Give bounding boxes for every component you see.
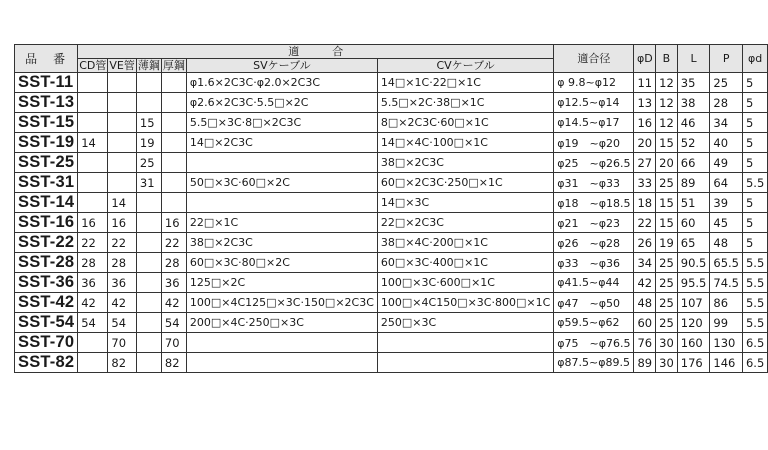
sv-cable-cell: φ2.6×2C3C·5.5□×2C: [186, 93, 377, 113]
P-cell: 146: [710, 353, 743, 373]
part-number-cell: SST-22: [15, 233, 78, 253]
fit-diameter-cell: φ31 ~φ33: [554, 173, 634, 193]
sv-cable-cell: 125□×2C: [186, 273, 377, 293]
header-sv-cable: SVケーブル: [186, 59, 377, 73]
phi-d-cell: 6.5: [742, 333, 767, 353]
table-row: [15, 173, 768, 193]
table-row: [15, 93, 768, 113]
thin-steel-cell: 25: [136, 153, 161, 173]
sv-cable-cell: 5.5□×3C·8□×2C3C: [186, 113, 377, 133]
sv-cable-cell: 60□×3C·80□×2C: [186, 253, 377, 273]
header-L: L: [677, 45, 710, 73]
L-cell: 176: [677, 353, 710, 373]
header-fit-diameter: 適合径: [554, 45, 634, 73]
phi-d-cell: 5: [742, 233, 767, 253]
B-cell: 25: [656, 253, 678, 273]
table-row: [15, 133, 768, 153]
thin-steel-cell: [136, 233, 161, 253]
B-cell: 12: [656, 113, 678, 133]
cv-cable-cell: 100□×4C150□×3C·800□×1C: [377, 293, 553, 313]
thin-steel-cell: [136, 213, 161, 233]
part-number-cell: SST-82: [15, 353, 78, 373]
phi-d-cell: 5: [742, 113, 767, 133]
thick-steel-cell: [161, 153, 186, 173]
phi-d-cell: 5: [742, 133, 767, 153]
phi-d-cell: 5.5: [742, 173, 767, 193]
thick-steel-cell: 54: [161, 313, 186, 333]
part-number-cell: SST-36: [15, 273, 78, 293]
thick-steel-cell: 42: [161, 293, 186, 313]
phi-d-cell: 5.5: [742, 293, 767, 313]
cv-cable-cell: 14□×3C: [377, 193, 553, 213]
P-cell: 40: [710, 133, 743, 153]
P-cell: 64: [710, 173, 743, 193]
L-cell: 51: [677, 193, 710, 213]
fit-diameter-cell: φ33 ~φ36: [554, 253, 634, 273]
thick-steel-cell: 28: [161, 253, 186, 273]
P-cell: 49: [710, 153, 743, 173]
ve-pipe-cell: 82: [108, 353, 136, 373]
sv-cable-cell: 22□×1C: [186, 213, 377, 233]
header-fit-group: 適 合: [78, 45, 554, 59]
B-cell: 15: [656, 213, 678, 233]
thin-steel-cell: [136, 313, 161, 333]
header-phi-d: φd: [742, 45, 767, 73]
thin-steel-cell: [136, 273, 161, 293]
cv-cable-cell: 5.5□×2C·38□×1C: [377, 93, 553, 113]
part-number-cell: SST-14: [15, 193, 78, 213]
header-cd-pipe: CD管: [79, 58, 107, 72]
fit-diameter-cell: φ87.5~φ89.5: [554, 353, 634, 373]
B-cell: 12: [656, 93, 678, 113]
ve-pipe-cell: 70: [108, 333, 136, 353]
cd-pipe-cell: 28: [78, 253, 108, 273]
B-cell: 30: [656, 333, 678, 353]
part-number-cell: SST-16: [15, 213, 78, 233]
P-cell: 74.5: [710, 273, 743, 293]
sv-cable-cell: [186, 153, 377, 173]
L-cell: 95.5: [677, 273, 710, 293]
phi-D-cell: 27: [634, 153, 656, 173]
L-cell: 66: [677, 153, 710, 173]
cd-pipe-cell: 36: [78, 273, 108, 293]
B-cell: 25: [656, 293, 678, 313]
ve-pipe-cell: [108, 133, 136, 153]
thin-steel-cell: 31: [136, 173, 161, 193]
part-number-cell: SST-54: [15, 313, 78, 333]
L-cell: 90.5: [677, 253, 710, 273]
thick-steel-cell: [161, 93, 186, 113]
ve-pipe-cell: [108, 73, 136, 93]
sv-cable-cell: 100□×4C125□×3C·150□×2C3C: [186, 293, 377, 313]
phi-d-cell: 5.5: [742, 313, 767, 333]
thick-steel-cell: 16: [161, 213, 186, 233]
cv-cable-cell: 14□×4C·100□×1C: [377, 133, 553, 153]
spec-table: [14, 44, 768, 373]
table-row: [15, 213, 768, 233]
thick-steel-cell: [161, 173, 186, 193]
cv-cable-cell: 38□×4C·200□×1C: [377, 233, 553, 253]
cd-pipe-cell: [78, 93, 108, 113]
B-cell: 15: [656, 193, 678, 213]
L-cell: 38: [677, 93, 710, 113]
P-cell: 28: [710, 93, 743, 113]
sv-cable-cell: φ1.6×2C3C·φ2.0×2C3C: [186, 73, 377, 93]
header-phi-D: φD: [634, 45, 656, 73]
fit-diameter-cell: φ12.5~φ14: [554, 93, 634, 113]
cv-cable-cell: 60□×2C3C·250□×1C: [377, 173, 553, 193]
P-cell: 65.5: [710, 253, 743, 273]
phi-d-cell: 5: [742, 73, 767, 93]
phi-D-cell: 42: [634, 273, 656, 293]
thick-steel-cell: [161, 113, 186, 133]
cd-pipe-cell: 42: [78, 293, 108, 313]
ve-pipe-cell: 54: [108, 313, 136, 333]
fit-diameter-cell: φ14.5~φ17: [554, 113, 634, 133]
cd-pipe-cell: 22: [78, 233, 108, 253]
ve-pipe-cell: [108, 113, 136, 133]
ve-pipe-cell: 14: [108, 193, 136, 213]
phi-D-cell: 76: [634, 333, 656, 353]
thin-steel-cell: [136, 193, 161, 213]
phi-D-cell: 60: [634, 313, 656, 333]
thick-steel-cell: 70: [161, 333, 186, 353]
phi-D-cell: 26: [634, 233, 656, 253]
L-cell: 89: [677, 173, 710, 193]
table-row: [15, 113, 768, 133]
phi-d-cell: 5: [742, 213, 767, 233]
phi-D-cell: 48: [634, 293, 656, 313]
L-cell: 107: [677, 293, 710, 313]
header-cv-cable: CVケーブル: [377, 59, 553, 73]
ve-pipe-cell: 28: [108, 253, 136, 273]
header-thick-steel: 厚鋼: [162, 58, 185, 72]
thin-steel-cell: [136, 73, 161, 93]
L-cell: 52: [677, 133, 710, 153]
part-number-cell: SST-19: [15, 133, 78, 153]
ve-pipe-cell: [108, 93, 136, 113]
cd-pipe-cell: 14: [78, 133, 108, 153]
fit-diameter-cell: φ18 ~φ18.5: [554, 193, 634, 213]
table-row: [15, 333, 768, 353]
part-number-cell: SST-70: [15, 333, 78, 353]
table-row: [15, 153, 768, 173]
phi-D-cell: 89: [634, 353, 656, 373]
header-part-number: 品 番: [15, 45, 78, 73]
fit-diameter-cell: φ47 ~φ50: [554, 293, 634, 313]
phi-d-cell: 5.5: [742, 273, 767, 293]
header-P: P: [710, 45, 743, 73]
table-row: [15, 353, 768, 373]
cv-cable-cell: 250□×3C: [377, 313, 553, 333]
L-cell: 160: [677, 333, 710, 353]
fit-diameter-cell: φ26 ~φ28: [554, 233, 634, 253]
ve-pipe-cell: 36: [108, 273, 136, 293]
fit-diameter-cell: φ 9.8~φ12: [554, 73, 634, 93]
thick-steel-cell: [161, 193, 186, 213]
sv-cable-cell: 200□×4C·250□×3C: [186, 313, 377, 333]
phi-d-cell: 5: [742, 193, 767, 213]
cv-cable-cell: [377, 333, 553, 353]
cv-cable-cell: 38□×2C3C: [377, 153, 553, 173]
cd-pipe-cell: [78, 73, 108, 93]
fit-diameter-cell: φ59.5~φ62: [554, 313, 634, 333]
phi-D-cell: 34: [634, 253, 656, 273]
part-number-cell: SST-15: [15, 113, 78, 133]
cv-cable-cell: 14□×1C·22□×1C: [377, 73, 553, 93]
fit-diameter-cell: φ21 ~φ23: [554, 213, 634, 233]
thin-steel-cell: [136, 333, 161, 353]
part-number-cell: SST-11: [15, 73, 78, 93]
cd-pipe-cell: [78, 353, 108, 373]
part-number-cell: SST-28: [15, 253, 78, 273]
cv-cable-cell: 8□×2C3C·60□×1C: [377, 113, 553, 133]
thin-steel-cell: [136, 93, 161, 113]
L-cell: 65: [677, 233, 710, 253]
thin-steel-cell: [136, 293, 161, 313]
table-row: [15, 293, 768, 313]
thick-steel-cell: 82: [161, 353, 186, 373]
ve-pipe-cell: 16: [108, 213, 136, 233]
sv-cable-cell: 14□×2C3C: [186, 133, 377, 153]
header-thin-steel: 薄鋼: [137, 58, 160, 72]
B-cell: 20: [656, 153, 678, 173]
fit-diameter-cell: φ75 ~φ76.5: [554, 333, 634, 353]
phi-D-cell: 11: [634, 73, 656, 93]
fit-diameter-cell: φ19 ~φ20: [554, 133, 634, 153]
part-number-cell: SST-25: [15, 153, 78, 173]
B-cell: 25: [656, 173, 678, 193]
thick-steel-cell: [161, 73, 186, 93]
L-cell: 46: [677, 113, 710, 133]
phi-d-cell: 6.5: [742, 353, 767, 373]
header-ve-pipe: VE管: [109, 58, 135, 72]
table-row: [15, 233, 768, 253]
part-number-cell: SST-31: [15, 173, 78, 193]
table-row: [15, 193, 768, 213]
phi-D-cell: 33: [634, 173, 656, 193]
L-cell: 60: [677, 213, 710, 233]
B-cell: 19: [656, 233, 678, 253]
thick-steel-cell: [161, 133, 186, 153]
spec-table-container: [14, 44, 768, 373]
cd-pipe-cell: [78, 173, 108, 193]
phi-D-cell: 22: [634, 213, 656, 233]
thin-steel-cell: [136, 253, 161, 273]
ve-pipe-cell: [108, 173, 136, 193]
cv-cable-cell: 60□×3C·400□×1C: [377, 253, 553, 273]
B-cell: 25: [656, 313, 678, 333]
ve-pipe-cell: 42: [108, 293, 136, 313]
sv-cable-cell: [186, 353, 377, 373]
table-row: [15, 313, 768, 333]
cv-cable-cell: [377, 353, 553, 373]
header-B: B: [656, 45, 678, 73]
phi-D-cell: 20: [634, 133, 656, 153]
cd-pipe-cell: 16: [78, 213, 108, 233]
P-cell: 86: [710, 293, 743, 313]
phi-D-cell: 13: [634, 93, 656, 113]
cd-pipe-cell: 54: [78, 313, 108, 333]
thin-steel-cell: 15: [136, 113, 161, 133]
thin-steel-cell: 19: [136, 133, 161, 153]
cd-pipe-cell: [78, 113, 108, 133]
P-cell: 99: [710, 313, 743, 333]
fit-diameter-cell: φ41.5~φ44: [554, 273, 634, 293]
fit-diameter-cell: φ25 ~φ26.5: [554, 153, 634, 173]
cd-pipe-cell: [78, 193, 108, 213]
table-row: [15, 253, 768, 273]
thick-steel-cell: 36: [161, 273, 186, 293]
P-cell: 39: [710, 193, 743, 213]
L-cell: 35: [677, 73, 710, 93]
L-cell: 120: [677, 313, 710, 333]
phi-d-cell: 5: [742, 153, 767, 173]
phi-D-cell: 18: [634, 193, 656, 213]
P-cell: 34: [710, 113, 743, 133]
P-cell: 25: [710, 73, 743, 93]
table-row: [15, 273, 768, 293]
cv-cable-cell: 100□×3C·600□×1C: [377, 273, 553, 293]
P-cell: 48: [710, 233, 743, 253]
table-row: [15, 73, 768, 93]
P-cell: 45: [710, 213, 743, 233]
sv-cable-cell: 38□×2C3C: [186, 233, 377, 253]
phi-D-cell: 16: [634, 113, 656, 133]
part-number-cell: SST-42: [15, 293, 78, 313]
sv-cable-cell: 50□×3C·60□×2C: [186, 173, 377, 193]
phi-d-cell: 5: [742, 93, 767, 113]
cv-cable-cell: 22□×2C3C: [377, 213, 553, 233]
B-cell: 25: [656, 273, 678, 293]
part-number-cell: SST-13: [15, 93, 78, 113]
P-cell: 130: [710, 333, 743, 353]
B-cell: 12: [656, 73, 678, 93]
B-cell: 15: [656, 133, 678, 153]
B-cell: 30: [656, 353, 678, 373]
phi-d-cell: 5.5: [742, 253, 767, 273]
cd-pipe-cell: [78, 153, 108, 173]
thin-steel-cell: [136, 353, 161, 373]
cd-pipe-cell: [78, 333, 108, 353]
sv-cable-cell: [186, 193, 377, 213]
ve-pipe-cell: [108, 153, 136, 173]
thick-steel-cell: 22: [161, 233, 186, 253]
sv-cable-cell: [186, 333, 377, 353]
ve-pipe-cell: 22: [108, 233, 136, 253]
